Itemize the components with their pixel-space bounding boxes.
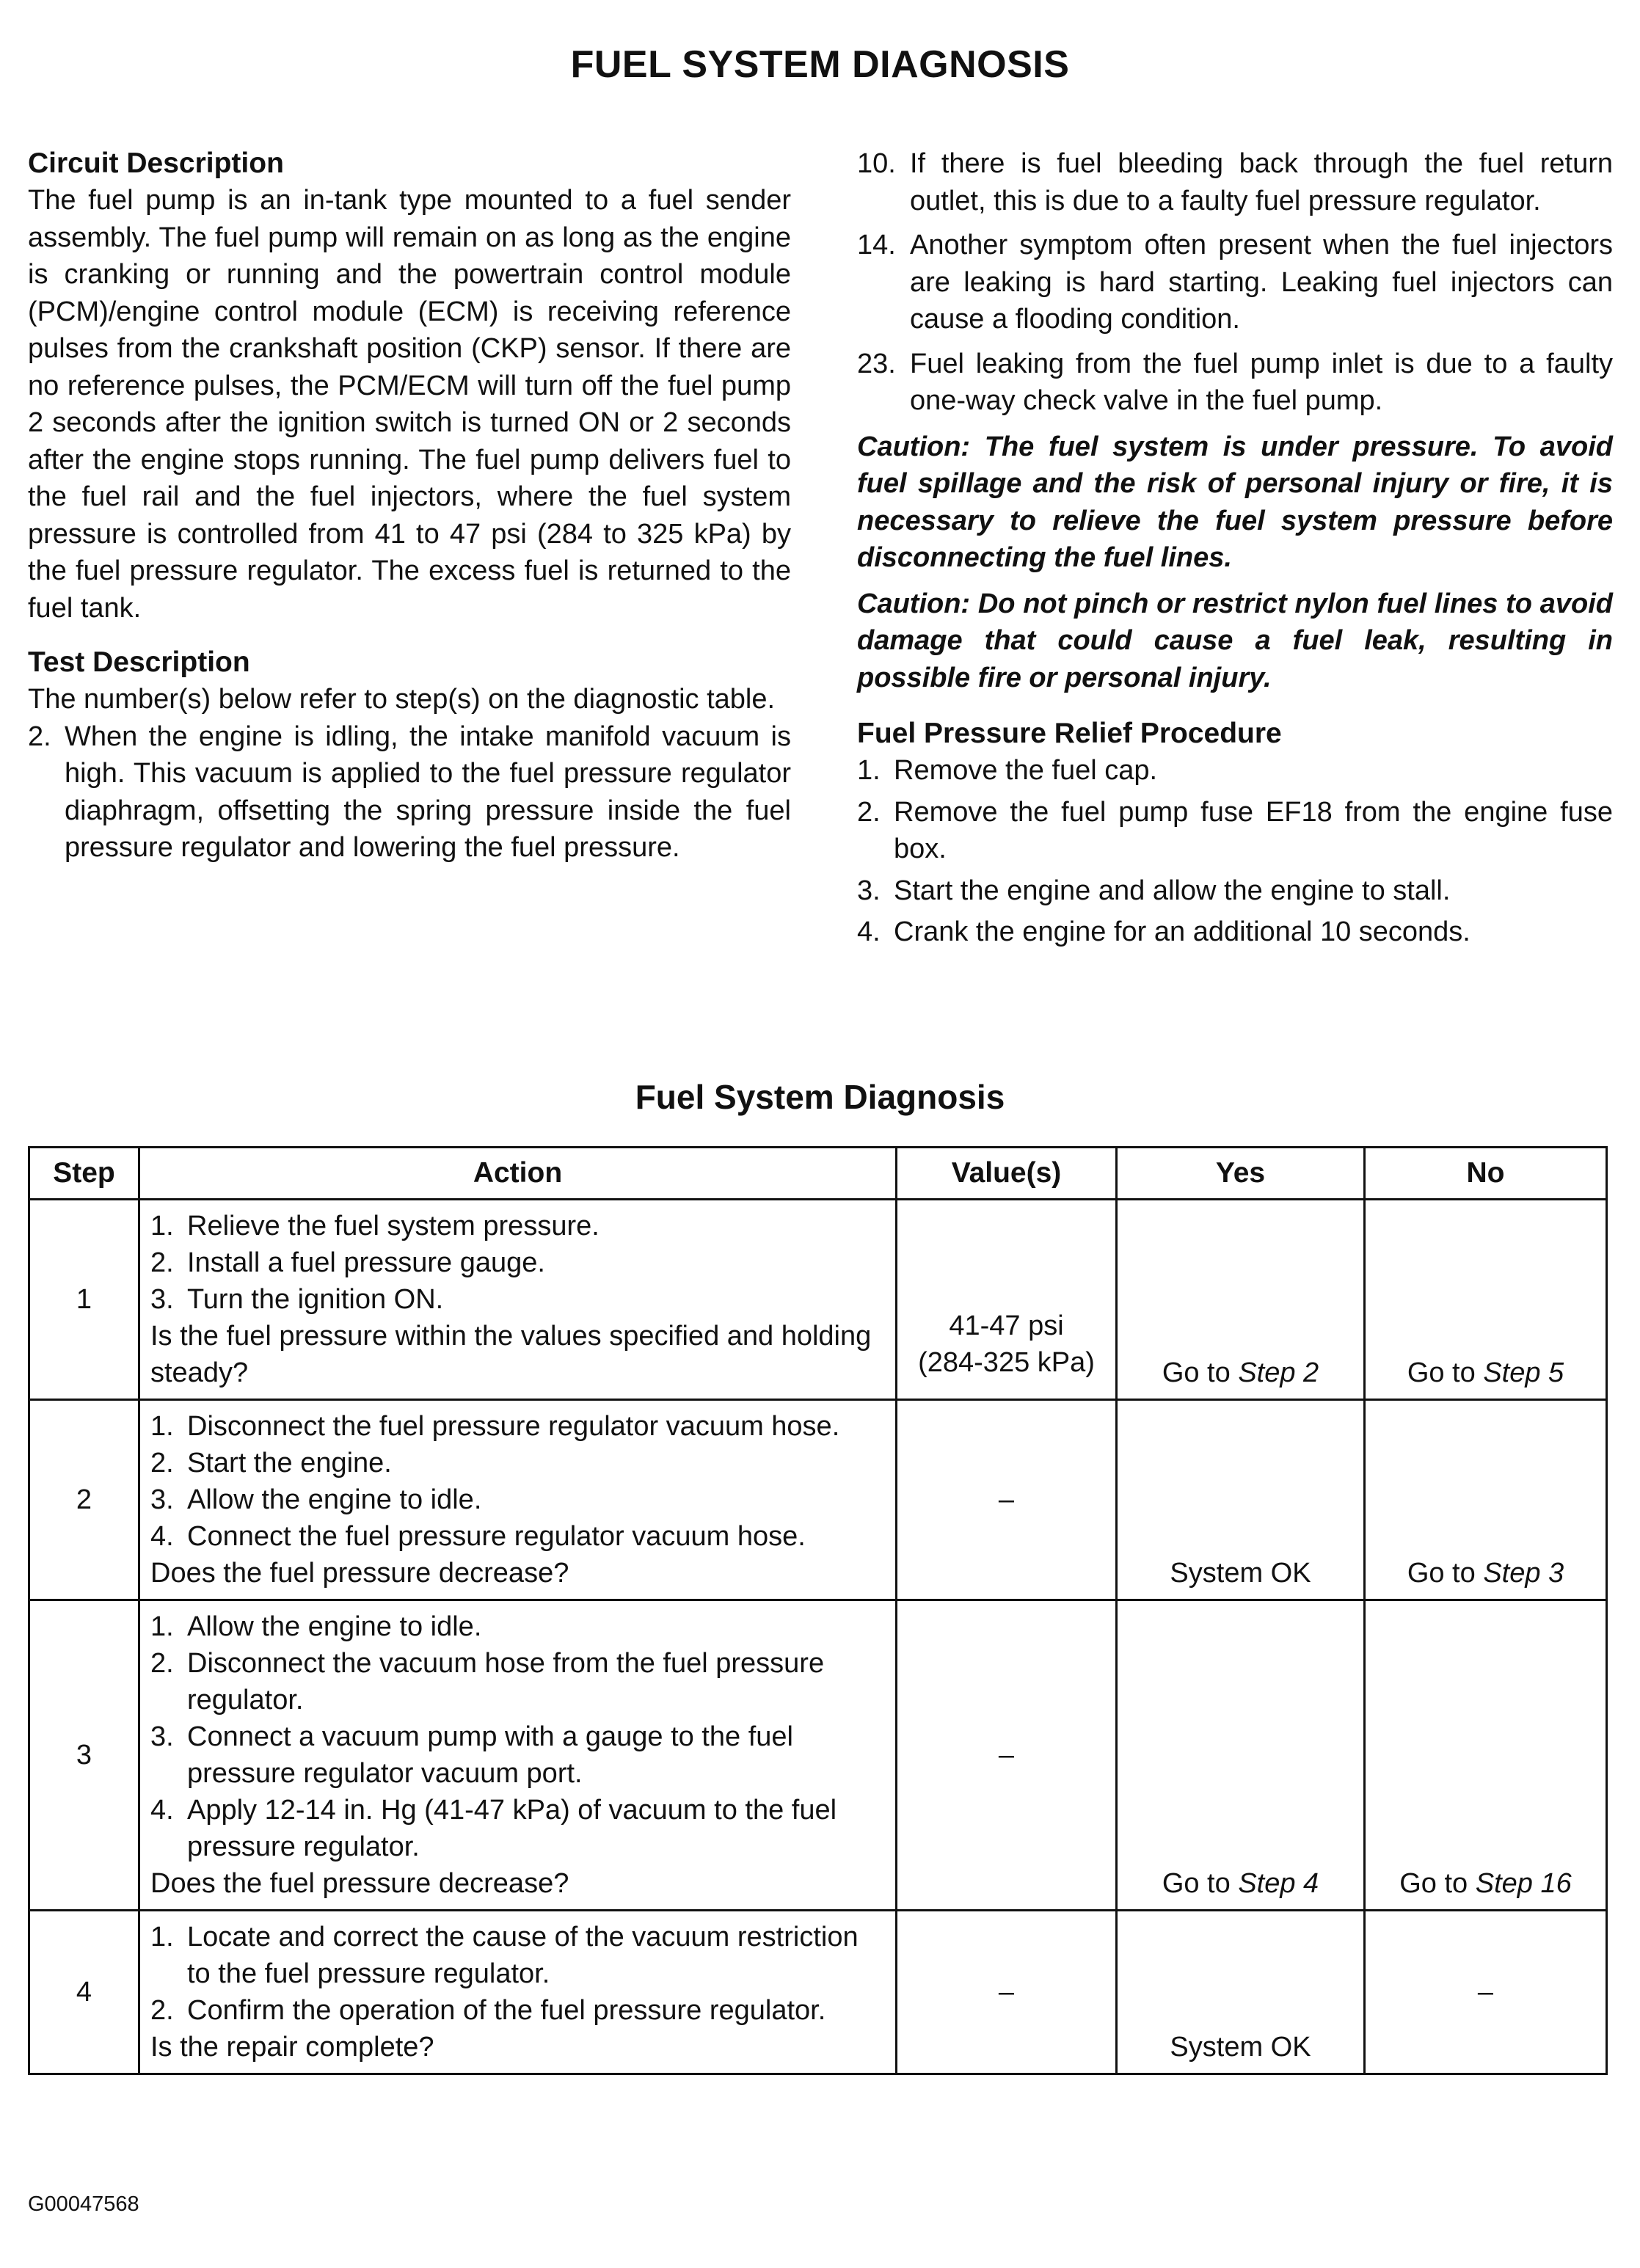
item-text: Allow the engine to idle. xyxy=(187,1484,482,1515)
item-number: 3. xyxy=(150,1721,174,1752)
relief-step xyxy=(857,914,1613,951)
action-question: Is the repair complete? xyxy=(150,2032,434,2063)
item-text: Turn the ignition ON. xyxy=(187,1284,444,1315)
action-item xyxy=(150,1718,885,1792)
table-header-row xyxy=(29,1148,1607,1200)
column-header-yes: Yes xyxy=(1117,1148,1365,1200)
goto-step: Step 2 xyxy=(1238,1357,1319,1388)
caution-pressure: Caution: The fuel system is under pressure. To avoid fuel spillage and the risk of personal injury or fire, it is necessary to relieve the fuel system pressure before disconnecting the fuel lines. xyxy=(857,431,1613,573)
relief-procedure-heading: Fuel Pressure Relief Procedure xyxy=(857,718,1282,749)
item-text: Another symptom often present when the fuel injectors are leaking is hard starting. Leaking fuel injectors can cause a flooding condition. xyxy=(910,230,1613,335)
column-header-step: Step xyxy=(29,1148,139,1200)
action-question: Does the fuel pressure decrease? xyxy=(150,1558,569,1589)
action-item xyxy=(150,1919,885,1992)
item-number: 2. xyxy=(857,796,881,828)
step-number-cell: 4 xyxy=(29,1911,139,2074)
item-text: Disconnect the vacuum hose from the fuel pressure regulator. xyxy=(187,1648,825,1715)
item-number: 23. xyxy=(857,348,896,379)
action-item xyxy=(150,1244,885,1281)
action-cell xyxy=(139,1600,897,1911)
item-number: 2. xyxy=(150,1448,174,1478)
item-number: 4. xyxy=(150,1521,174,1552)
goto-prefix: Go to xyxy=(1407,1357,1484,1388)
goto-step: Step 16 xyxy=(1475,1868,1572,1899)
column-header-no: No xyxy=(1365,1148,1607,1200)
table-row xyxy=(29,1911,1607,2074)
page-title: FUEL SYSTEM DIAGNOSIS xyxy=(570,43,1070,86)
no-cell xyxy=(1365,1200,1607,1400)
circuit-description-text: The fuel pump is an in-tank type mounted to a fuel sender assembly. The fuel pump will remain on as long as the engine is cranking or running and the powertrain control module (PCM)/engine control module (ECM) is receiving reference pulses from the crankshaft position (CKP) sensor. If there are no reference pulses, the PCM/ECM will turn off the fuel pump 2 seconds after the ignition switch is turned ON or 2 seconds after the engine stops running. The fuel pump delivers fuel to the fuel rail and the fuel injectors, where the fuel system pressure is controlled from 41 to 47 psi (284 to 325 kPa) by the fuel pressure regulator. The excess fuel is returned to the fuel tank. xyxy=(28,185,791,624)
left-column xyxy=(28,145,791,884)
table-row xyxy=(29,1400,1607,1600)
item-text: Connect the fuel pressure regulator vacuum hose. xyxy=(187,1521,806,1552)
goto-step: Step 3 xyxy=(1483,1558,1564,1589)
goto-prefix: Go to xyxy=(1162,1357,1239,1388)
circuit-description-heading: Circuit Description xyxy=(28,147,284,179)
goto-step: Step 5 xyxy=(1483,1357,1564,1388)
item-text: Crank the engine for an additional 10 seconds. xyxy=(894,916,1470,947)
action-item xyxy=(150,1481,885,1518)
step-number-cell: 3 xyxy=(29,1600,139,1911)
item-number: 4. xyxy=(857,916,881,947)
test-description-item xyxy=(857,346,1613,420)
item-text: Disconnect the fuel pressure regulator vacuum hose. xyxy=(187,1411,840,1442)
item-number: 2. xyxy=(28,721,51,752)
item-number: 1. xyxy=(150,1211,174,1241)
no-cell xyxy=(1365,1400,1607,1600)
item-text: Remove the fuel pump fuse EF18 from the engine fuse box. xyxy=(894,796,1613,864)
action-item xyxy=(150,1281,885,1318)
action-item xyxy=(150,1608,885,1645)
action-item xyxy=(150,1518,885,1555)
item-number: 4. xyxy=(150,1795,174,1826)
circuit-description-section xyxy=(28,145,791,627)
action-cell xyxy=(139,1400,897,1600)
step-number-cell: 2 xyxy=(29,1400,139,1600)
item-text: Fuel leaking from the fuel pump inlet is due to a faulty one-way check valve in the fuel pump. xyxy=(910,348,1613,416)
action-cell xyxy=(139,1200,897,1400)
test-description-item xyxy=(857,227,1613,338)
table-row xyxy=(29,1200,1607,1400)
item-text: Start the engine and allow the engine to stall. xyxy=(894,875,1451,906)
yes-cell xyxy=(1117,1600,1365,1911)
item-number: 2. xyxy=(150,1247,174,1278)
value-cell: – xyxy=(897,1911,1117,2074)
item-text: Start the engine. xyxy=(187,1448,392,1478)
item-number: 1. xyxy=(150,1611,174,1642)
test-description-section xyxy=(28,644,791,867)
action-item xyxy=(150,1208,885,1244)
action-question: Is the fuel pressure within the values specified and holding steady? xyxy=(150,1321,872,1388)
item-text: Relieve the fuel system pressure. xyxy=(187,1211,599,1241)
item-number: 1. xyxy=(150,1411,174,1442)
item-text: Confirm the operation of the fuel pressure regulator. xyxy=(187,1995,826,2026)
action-question: Does the fuel pressure decrease? xyxy=(150,1868,569,1899)
document-id: G00047568 xyxy=(28,2192,139,2216)
no-cell: – xyxy=(1365,1911,1607,2074)
column-header-action: Action xyxy=(139,1148,897,1200)
value-psi: 41-47 psi xyxy=(949,1310,1064,1341)
item-text: Connect a vacuum pump with a gauge to the fuel pressure regulator vacuum port. xyxy=(187,1721,793,1789)
relief-step xyxy=(857,752,1613,790)
item-text: Allow the engine to idle. xyxy=(187,1611,482,1642)
item-number: 1. xyxy=(857,755,881,786)
test-description-text: The number(s) below refer to step(s) on the diagnostic table. xyxy=(28,684,776,715)
yes-cell: System OK xyxy=(1117,1911,1365,2074)
item-text: When the engine is idling, the intake manifold vacuum is high. This vacuum is applied to the fuel pressure regulator diaphragm, offsetting the spring pressure inside the fuel pressure regulator and lowering the fuel pressure. xyxy=(65,721,791,863)
right-column xyxy=(857,145,1613,955)
item-text: Install a fuel pressure gauge. xyxy=(187,1247,545,1278)
relief-step xyxy=(857,872,1613,910)
item-number: 3. xyxy=(150,1284,174,1315)
goto-prefix: Go to xyxy=(1407,1558,1484,1589)
action-item xyxy=(150,1445,885,1481)
yes-cell: System OK xyxy=(1117,1400,1365,1600)
action-item xyxy=(150,1792,885,1865)
no-cell xyxy=(1365,1600,1607,1911)
test-description-heading: Test Description xyxy=(28,646,250,678)
goto-prefix: Go to xyxy=(1162,1868,1239,1899)
diagnosis-table xyxy=(28,1146,1608,2075)
column-header-values: Value(s) xyxy=(897,1148,1117,1200)
relief-step xyxy=(857,794,1613,868)
test-description-item xyxy=(857,145,1613,219)
action-cell xyxy=(139,1911,897,2074)
item-text: Locate and correct the cause of the vacuum restriction to the fuel pressure regulator. xyxy=(187,1922,859,1989)
value-cell: – xyxy=(897,1400,1117,1600)
item-number: 3. xyxy=(150,1484,174,1515)
yes-cell xyxy=(1117,1200,1365,1400)
test-description-item xyxy=(28,718,791,867)
step-number-cell: 1 xyxy=(29,1200,139,1400)
item-text: Remove the fuel cap. xyxy=(894,755,1158,786)
item-number: 10. xyxy=(857,148,896,179)
item-text: Apply 12-14 in. Hg (41-47 kPa) of vacuum to the fuel pressure regulator. xyxy=(187,1795,837,1862)
value-cell xyxy=(897,1200,1117,1400)
caution-nylon-lines: Caution: Do not pinch or restrict nylon fuel lines to avoid damage that could cause a fuel leak, resulting in possible fire or personal injury. xyxy=(857,588,1613,693)
goto-step: Step 4 xyxy=(1238,1868,1319,1899)
item-number: 3. xyxy=(857,875,881,906)
item-number: 2. xyxy=(150,1995,174,2026)
action-item xyxy=(150,1992,885,2029)
table-row xyxy=(29,1600,1607,1911)
table-title: Fuel System Diagnosis xyxy=(635,1078,1005,1116)
item-text: If there is fuel bleeding back through the fuel return outlet, this is due to a faulty fuel pressure regulator. xyxy=(910,148,1613,216)
action-item xyxy=(150,1645,885,1718)
item-number: 2. xyxy=(150,1648,174,1679)
value-cell: – xyxy=(897,1600,1117,1911)
action-item xyxy=(150,1408,885,1445)
goto-prefix: Go to xyxy=(1399,1868,1476,1899)
item-number: 14. xyxy=(857,230,896,260)
relief-procedure-section xyxy=(857,715,1613,951)
item-number: 1. xyxy=(150,1922,174,1952)
value-kpa: (284-325 kPa) xyxy=(918,1347,1095,1378)
